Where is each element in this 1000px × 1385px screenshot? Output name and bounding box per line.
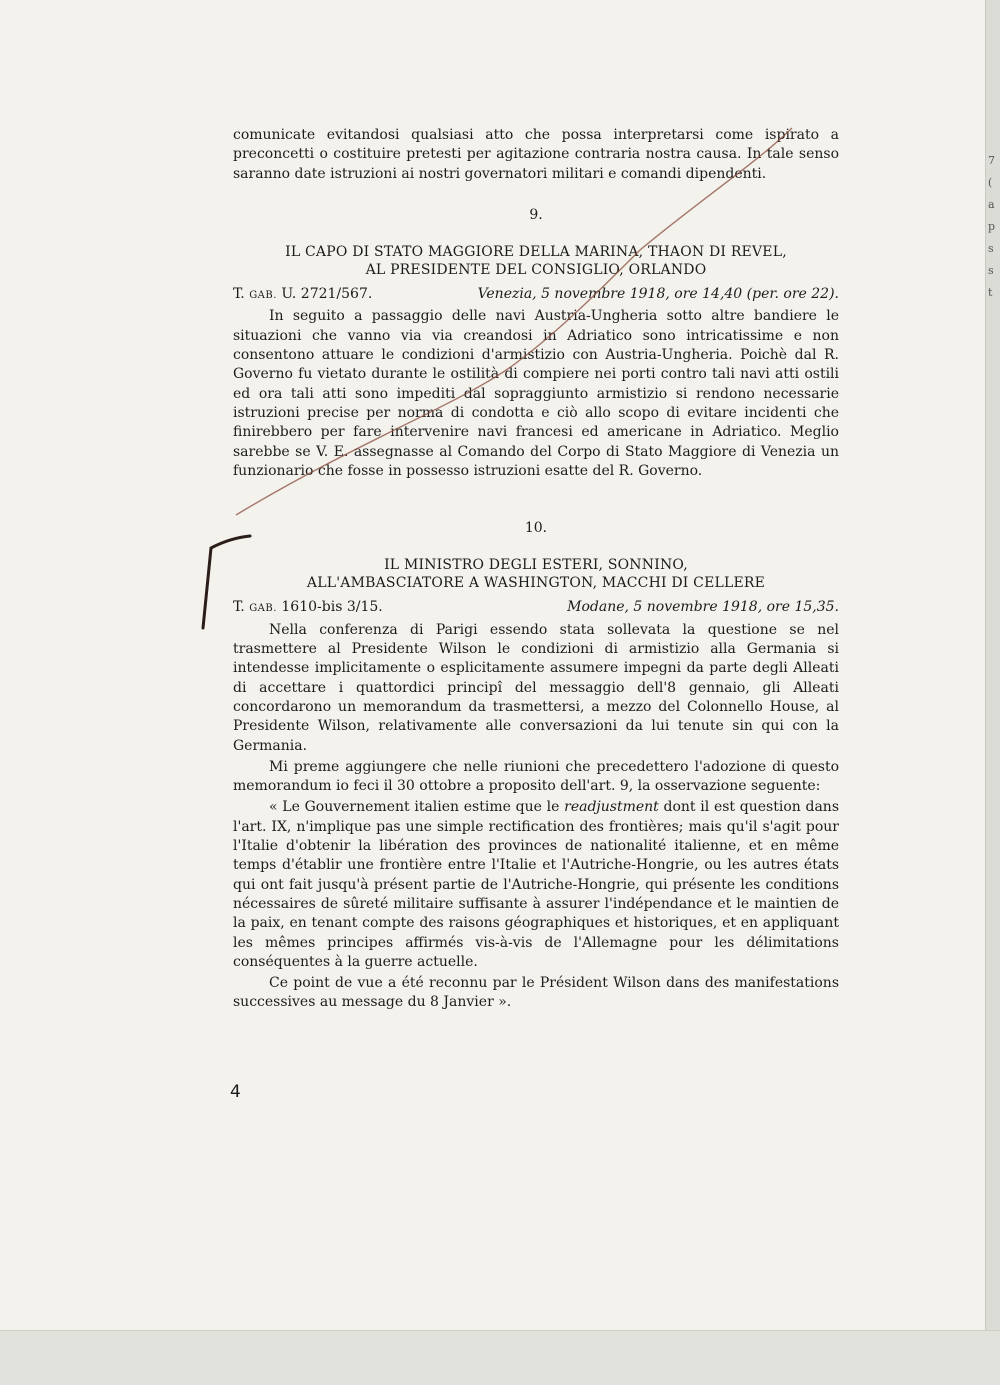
document-10: [233, 519, 839, 1013]
quote-text: dont il est question dans l'art. IX, n'implique pas une simple rectification des frontières; mais qu'il s'agit pour l'Italie d'obtenir la libération des provinces de nationalité italienne, et en même temps d'établir une frontière entre l'Italie et l'Autriche-Hongrie, ou les autres états qui ont fait jusqu'à présent partie de l'Autriche-Hongrie, qui présente les conditions nécessaires de sûreté militaire suffisante à assurer l'indépendance et le maintien de la paix, en tenant compte des raisons géographiques et historiques, et en appliquant les mêmes principes affirmés vis-à-vis de l'Allemagne pour les délimitations conséquentes à la guerre actuelle.: [233, 799, 840, 970]
document-heading-line1: IL CAPO DI STATO MAGGIORE DELLA MARINA, THAON DI REVEL,: [285, 244, 787, 261]
quoted-paragraph: Ce point de vue a été reconnu par le Président Wilson dans des manifestations successives au message du 8 Janvier ».: [233, 975, 839, 1011]
quote-text: « Le Gouvernement italien estime que le: [269, 799, 565, 816]
quoted-paragraph: [233, 798, 839, 972]
ref-gab: GAB.: [249, 290, 277, 302]
document-heading-line2: ALL'AMBASCIATORE A WASHINGTON, MACCHI DI CELLERE: [306, 575, 766, 592]
edge-letter: p: [988, 220, 996, 233]
ref-rest: 1610-bis 3/15.: [281, 599, 383, 616]
document-heading-line2: AL PRESIDENTE DEL CONSIGLIO, ORLANDO: [365, 262, 707, 279]
page-body: [233, 126, 839, 1013]
document-number: 9.: [529, 206, 543, 223]
telegram-number: [233, 598, 383, 618]
quote-italic-term: readjustment: [564, 799, 659, 816]
carryover-paragraph: comunicate evitandosi qualsiasi atto che possa interpretarsi come ispirato a preconcetti o costituire pretesti per agitazione contraria nostra causa. In tale senso saranno date istruzioni ai nostri governatori militari e comandi dipendenti.: [233, 127, 839, 182]
document-number: 10.: [524, 520, 548, 537]
place-date: Modane, 5 novembre 1918, ore 15,35.: [567, 599, 839, 616]
scanner-bed-strip: [0, 1330, 1000, 1385]
ref-prefix: T.: [233, 286, 245, 303]
page-number: 4: [230, 1082, 241, 1102]
adjacent-page-letters: [988, 150, 1000, 304]
place-date: Venezia, 5 novembre 1918, ore 14,40 (per. ore 22).: [477, 286, 839, 303]
edge-letter: s: [988, 242, 994, 255]
telegram-reference: [233, 598, 839, 618]
edge-letter: t: [988, 286, 993, 299]
document-paragraph: Mi preme aggiungere che nelle riunioni che precedettero l'adozione di questo memorandum io feci il 30 ottobre a proposito dell'art. 9, la osservazione seguente:: [233, 758, 839, 795]
document-heading-line1: IL MINISTRO DEGLI ESTERI, SONNINO,: [384, 557, 688, 574]
document-9: [233, 206, 839, 481]
document-paragraph: In seguito a passaggio delle navi Austria-Ungheria sotto altre bandiere le situazioni che vanno via via creandosi in Adriatico sono intricatissime e non consentono attuare le condizioni d'armistizio con Austria-Ungheria. Poichè dal R. Governo fu vietato durante le ostilità di compiere nei porti contro tali navi atti ostili ed ora tali atti sono impediti dal sopraggiunto armistizio si rendono necessarie istruzioni precise per norma di condotta e ciò allo scopo di evitare incidenti che finirebbero per fare intervenire navi francesi ed americane in Adriatico. Meglio sarebbe se V. E. assegnasse al Comando del Corpo di Stato Maggiore di Venezia un funzionario che fosse in possesso istruzioni esatte del R. Governo.: [233, 308, 839, 479]
ref-rest: U. 2721/567.: [281, 286, 373, 303]
telegram-reference: [233, 285, 839, 305]
telegram-number: [233, 285, 372, 305]
edge-letter: 7: [988, 154, 995, 167]
ref-gab: GAB.: [249, 603, 277, 615]
edge-letter: a: [988, 198, 995, 211]
edge-letter: s: [988, 264, 994, 277]
document-paragraph: Nella conferenza di Parigi essendo stata sollevata la questione se nel trasmettere al Presidente Wilson le condizioni di armistizio alla Germania si intendesse implicitamente o esplicitamente assumere impegni da parte degli Alleati di accettare i quattordici principî del messaggio dell'8 gennaio, gli Alleati concordarono un memorandum da trasmettersi, a mezzo del Colonnello House, al Presidente Wilson, relativamente alle conversazioni da lui tenute sin qui con la Germania.: [233, 621, 839, 754]
edge-letter: (: [988, 176, 993, 189]
ref-prefix: T.: [233, 599, 245, 616]
